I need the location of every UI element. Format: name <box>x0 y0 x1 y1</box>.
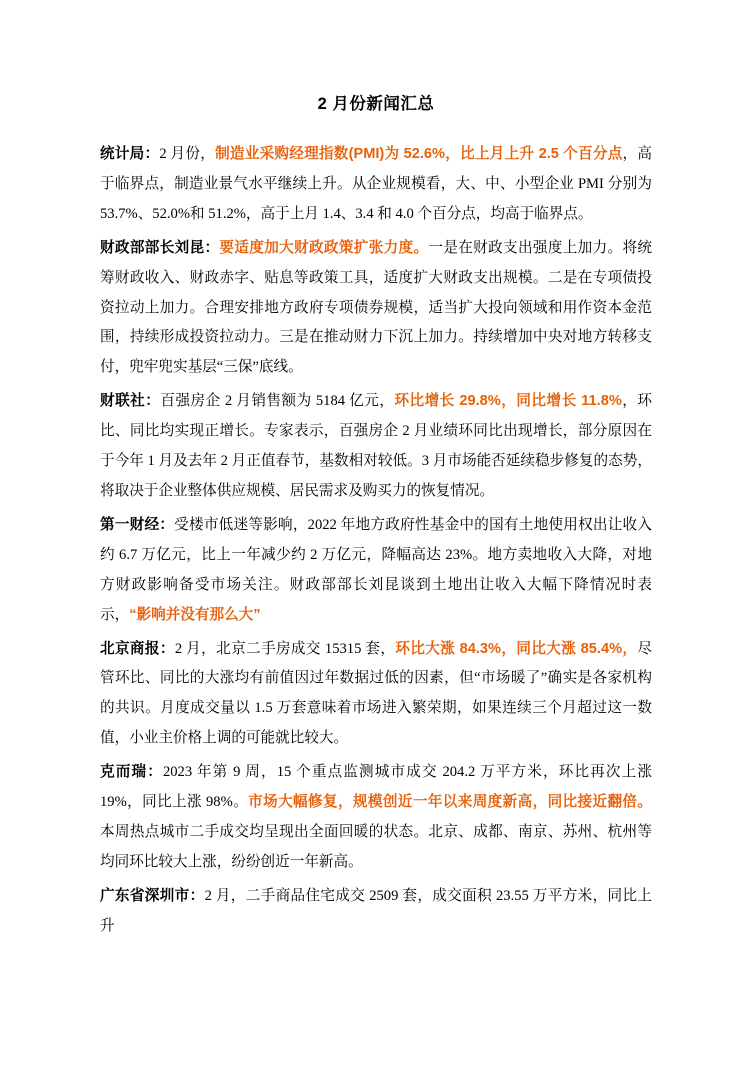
news-entry <box>100 511 652 631</box>
document-body <box>100 140 652 942</box>
news-entry <box>100 635 652 755</box>
body-text: ，环比、同比均实现正增长。专家表示，百强房企 2 月业绩环同比出现增长，部分原因在于今年 1 月及去年 2 月正值春节，基数相对较低。3 月市场能否延续稳步修复的态势，将取决于企业整体供应规模、居民需求及购买力的恢复情况。 <box>100 393 652 499</box>
body-text: ，高于临界点，制造业景气水平继续上升。从企业规模看，大、中、小型企业 PMI 分别为 53.7%、52.0%和 51.2%，高于上月 1.4、3.4 和 4.0 个百分点，均高于临界点。 <box>100 146 652 222</box>
body-text: 尽管环比、同比的大涨均有前值因过年数据过低的因素，但“市场暖了”确实是各家机构的共识。月度成交量以 1.5 万套意味着市场进入繁荣期，如果连续三个月超过这一数值，小业主价格上调的可能就比较大。 <box>100 640 652 747</box>
body-text: 本周热点城市二手成交均呈现出全面回暖的状态。北京、成都、南京、苏州、杭州等均同环比较大上涨，纷纷创近一年新高。 <box>100 823 652 870</box>
news-source-label: 第一财经： <box>100 516 175 533</box>
news-entry <box>100 882 652 942</box>
body-text: 百强房企 2 月销售额为 5184 亿元， <box>160 393 395 410</box>
news-entry <box>100 387 652 507</box>
body-text: 2 月，二手商品住宅成交 2509 套，成交面积 23.55 万平方米，同比上升 <box>100 887 652 934</box>
page-title: 2 月份新闻汇总 <box>317 95 435 113</box>
body-text: 2 月份， <box>159 146 216 162</box>
highlighted-text: 环比增长 29.8%，同比增长 11.8% <box>394 393 622 410</box>
highlighted-text: 制造业采购经理指数(PMI)为 52.6%，比上月上升 2.5 个百分点 <box>215 146 623 162</box>
news-entry <box>100 140 652 230</box>
news-entry <box>100 758 652 878</box>
news-source-label: 统计局： <box>100 146 160 162</box>
highlighted-text: 环比大涨 84.3%，同比大涨 85.4%， <box>395 640 638 657</box>
body-text: 一是在财政支出强度上加力。将统筹财政收入、财政赤字、贴息等政策工具，适度扩大财政支出规模。二是在专项债投资拉动上加力。合理安排地方政府专项债券规模，适当扩大投向领域和用作资本金范围，持续形成投资拉动力。三是在推动财力下沉上加力。持续增加中央对地方转移支付，兜牢兜实基层“三保”底线。 <box>100 239 652 376</box>
body-text: 受楼市低迷等影响，2022 年地方政府性基金中的国有土地使用权出让收入约 6.7 万亿元，比上一年减少约 2 万亿元，降幅高达 23%。地方卖地收入大降，对地方财政影响备受市场关注。财政部部长刘昆谈到土地出让收入大幅下降情况时表示， <box>100 516 652 623</box>
news-entry <box>100 234 652 384</box>
news-source-label: 克而瑞： <box>100 764 163 781</box>
body-text: 2023 年第 9 周，15 个重点监测城市成交 204.2 万平方米，环比再次上涨 19%，同比上涨 98%。 <box>100 764 652 811</box>
news-source-label: 财政部部长刘昆： <box>100 239 220 256</box>
news-source-label: 北京商报： <box>100 640 175 657</box>
body-text: 2 月，北京二手房成交 15315 套， <box>174 640 396 657</box>
highlighted-text: “影响并没有那么大” <box>129 606 261 623</box>
highlighted-text: 要适度加大财政政策扩张力度。 <box>219 239 429 256</box>
news-source-label: 广东省深圳市： <box>100 887 205 904</box>
highlighted-text: 市场大幅修复，规模创近一年以来周度新高，同比接近翻倍。 <box>248 794 652 811</box>
news-source-label: 财联社： <box>100 393 161 410</box>
